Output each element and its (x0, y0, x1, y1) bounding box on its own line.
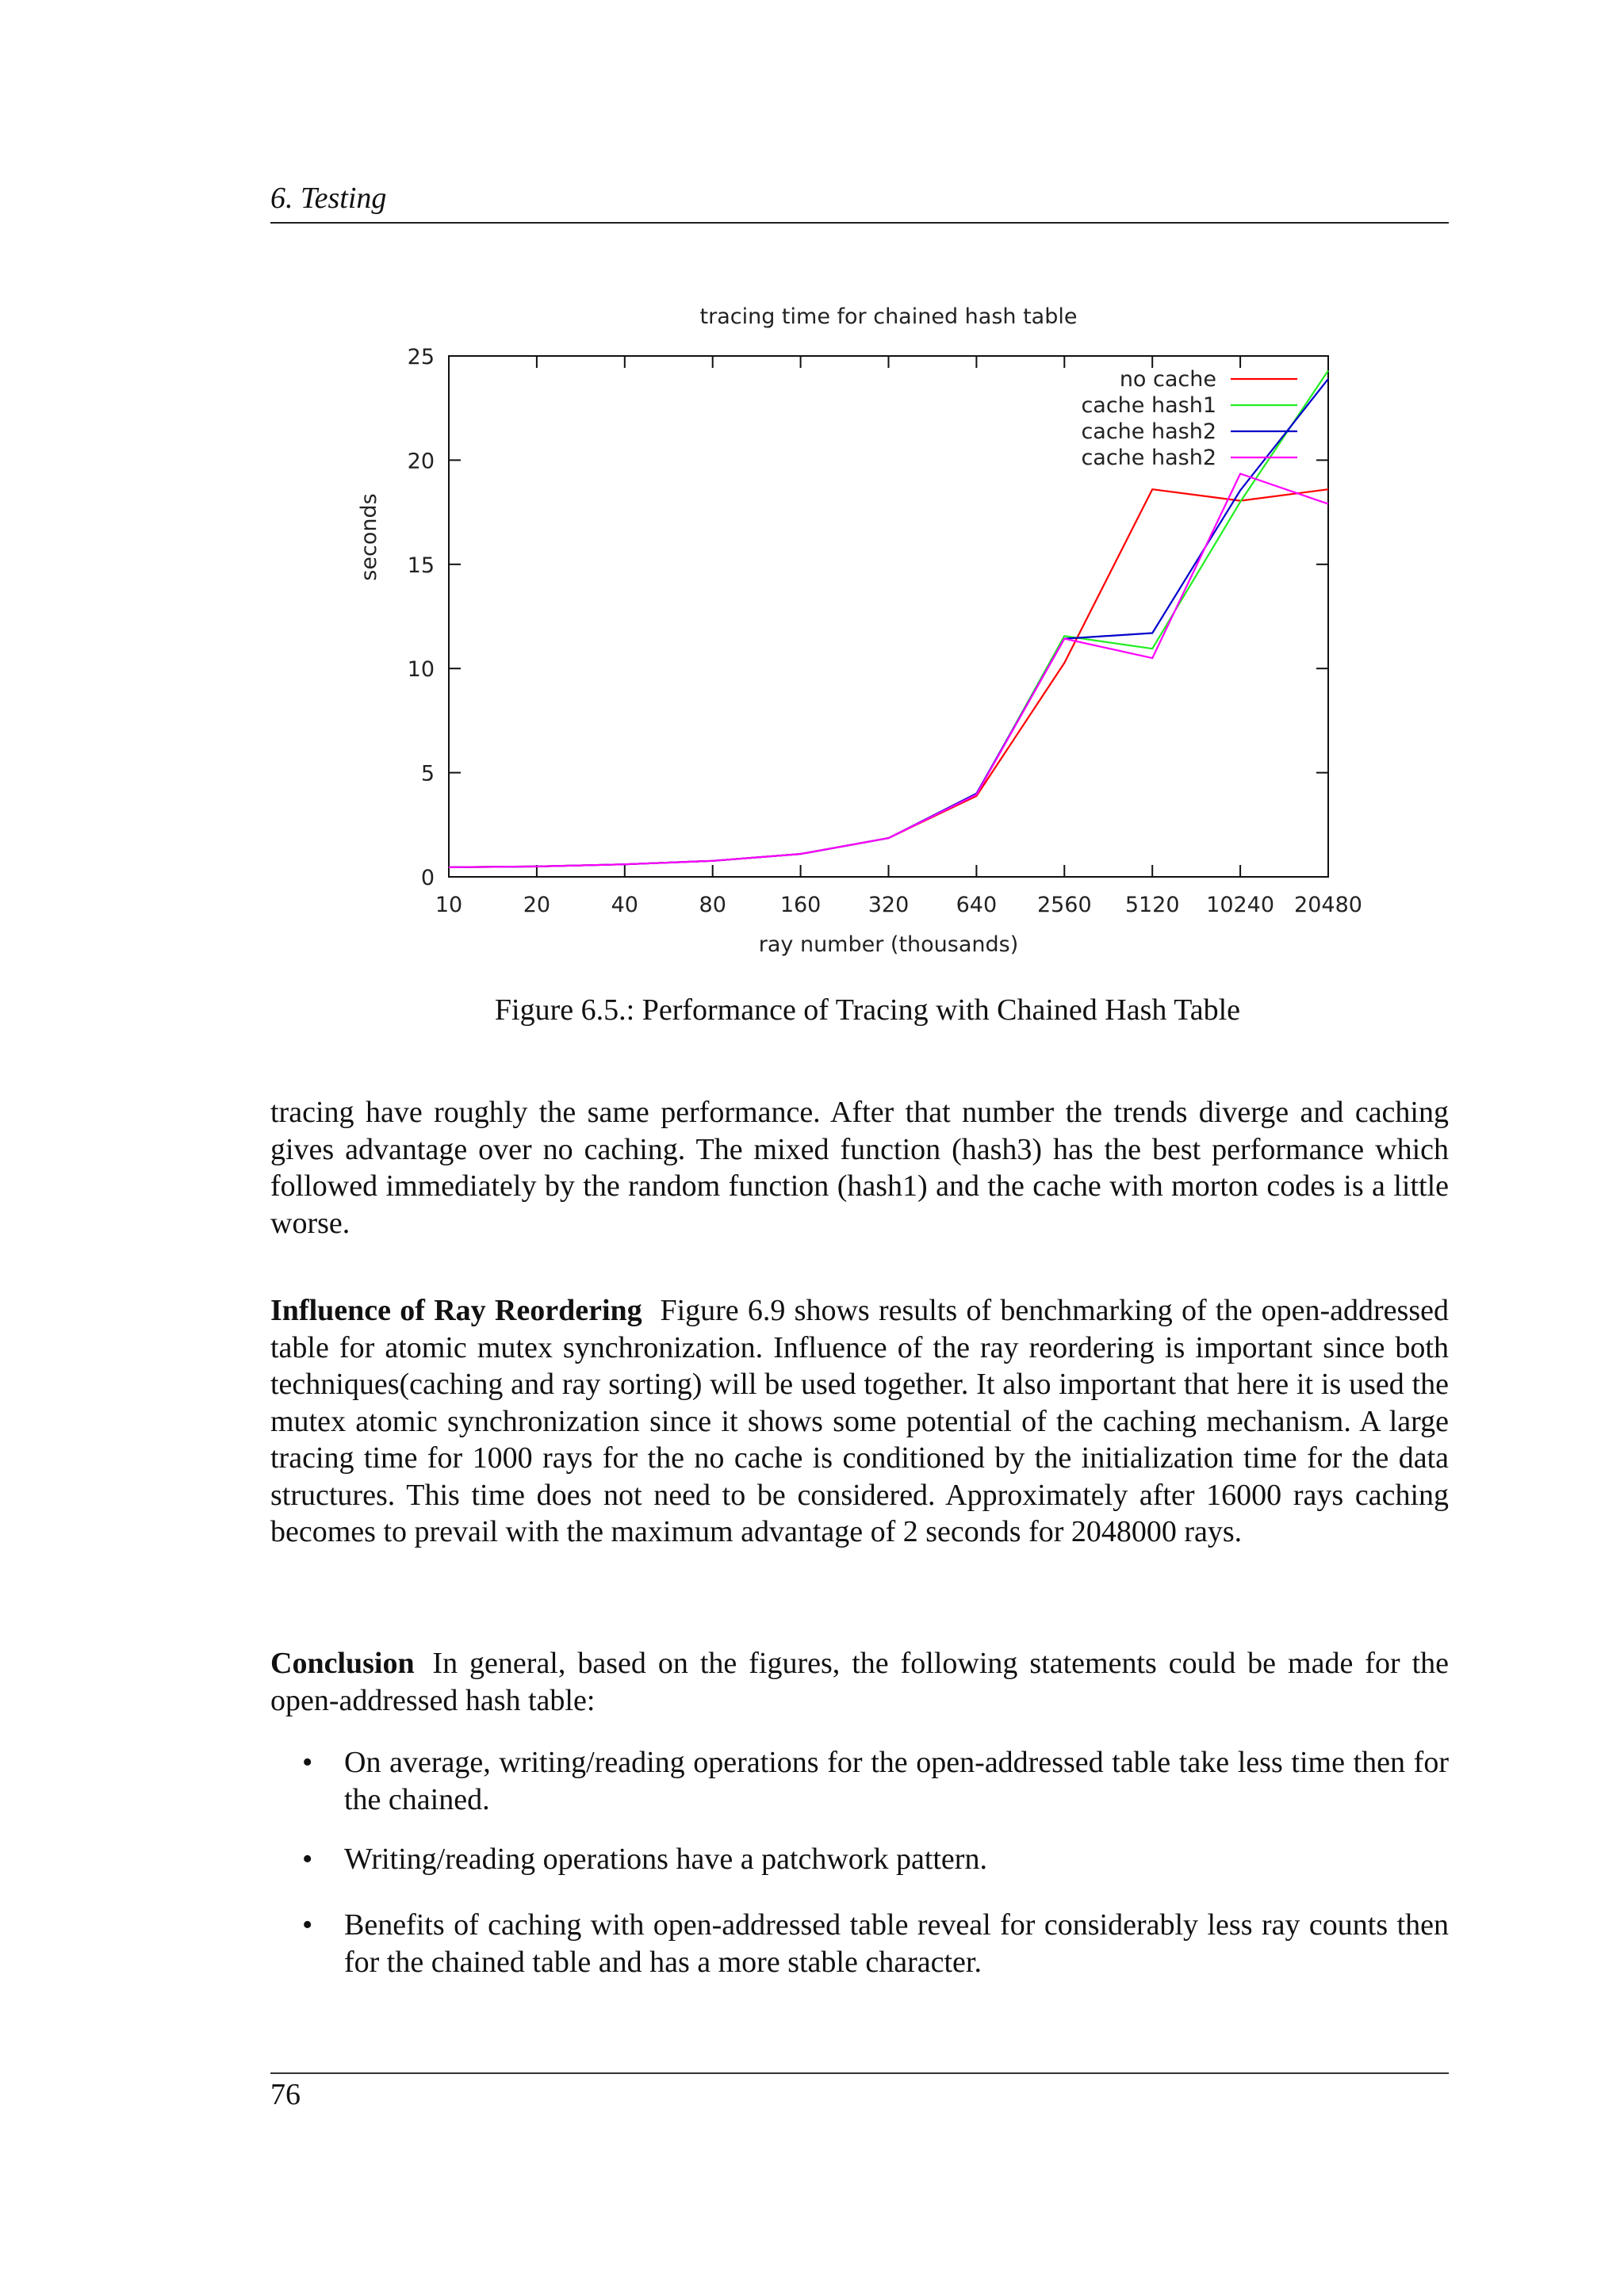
x-tick-label: 20 (523, 893, 551, 917)
y-axis-label: seconds (357, 493, 381, 581)
paragraph-1-text: tracing have roughly the same performance. After that number the trends diverge and caching gives advantage over no caching. The mixed function (hash3) has the best performance which followed immediately by the random function (hash1) and the cache with morton codes is a little worse. (270, 1096, 1449, 1240)
x-tick-label: 160 (779, 893, 822, 917)
chart-canvas (0, 0, 1624, 983)
bullet-icon: • (302, 1843, 313, 1876)
list-item (270, 1744, 1449, 1818)
y-tick-label: 5 (420, 761, 435, 786)
page-number: 76 (270, 2078, 301, 2111)
x-tick-label: 320 (868, 893, 910, 917)
x-tick-label: 5120 (1124, 893, 1180, 917)
series-line (449, 489, 1328, 867)
footer-rule (270, 2072, 1449, 2074)
x-tick-label: 20480 (1294, 893, 1362, 917)
paragraph-ray-reordering (270, 1292, 1449, 1551)
x-tick-label: 10 (435, 893, 463, 917)
list-item-text: On average, writing/reading operations for the open-addressed table take less time then for the chained. (344, 1746, 1449, 1816)
series-line (449, 474, 1328, 867)
y-tick-label: 25 (407, 345, 435, 369)
y-tick-label: 10 (407, 657, 435, 683)
paragraph-3-text: In general, based on the figures, the following statements could be made for the open-addressed hash table: (270, 1647, 1449, 1717)
legend-label: cache hash1 (1081, 393, 1216, 418)
list-item-text: Benefits of caching with open-addressed table reveal for considerably less ray counts then for the chained table and has a more stable character. (344, 1908, 1449, 1979)
bullet-list-item-2 (270, 1841, 1449, 1878)
x-tick-label: 40 (611, 893, 638, 917)
list-item (270, 1907, 1449, 1980)
x-tick-label: 640 (956, 893, 998, 917)
x-tick-label: 10240 (1206, 893, 1275, 917)
paragraph-1 (270, 1094, 1449, 1242)
line-chart (0, 0, 1624, 983)
legend-label: cache hash2 (1081, 419, 1216, 444)
x-tick-label: 80 (699, 893, 726, 917)
bullet-list-item-1 (270, 1744, 1449, 1818)
paragraph-conclusion (270, 1645, 1449, 1719)
chart-title: tracing time for chained hash table (699, 304, 1078, 329)
running-head: 6. Testing (270, 182, 387, 215)
run-in-heading-conclusion: Conclusion (270, 1647, 415, 1680)
legend-label: cache hash2 (1081, 446, 1216, 470)
bullet-icon: • (302, 1746, 313, 1779)
paragraph-2-text: Figure 6.9 shows results of benchmarking of the open-addressed table for atomic mutex synchronization. Influence of the ray reordering is important since both techniques(caching and ray sorting) will be used together. It also important that here it is used the mutex atomic synchronization since it shows some potential of the caching mechanism. A large tracing time for 1000 rays for the no cache is conditioned by the initialization time for the data structures. This time does not need to be considered. Approximately after 16000 rays caching becomes to prevail with the maximum advantage of 2 seconds for 2048000 rays. (270, 1294, 1449, 1548)
run-in-heading-ray-reordering: Influence of Ray Reordering (270, 1294, 642, 1327)
bullet-list-item-3 (270, 1907, 1449, 1980)
y-tick-label: 15 (407, 553, 435, 578)
list-item-text: Writing/reading operations have a patchwork pattern. (344, 1843, 987, 1876)
x-tick-label: 2560 (1036, 893, 1092, 917)
x-axis-label: ray number (thousands) (758, 932, 1019, 957)
figure-caption: Figure 6.5.: Performance of Tracing with Chained Hash Table (494, 993, 1241, 1027)
legend-label: no cache (1119, 367, 1216, 392)
bullet-icon: • (302, 1908, 313, 1942)
list-item (270, 1841, 1449, 1878)
y-tick-label: 0 (420, 866, 435, 890)
y-tick-label: 20 (407, 449, 435, 474)
